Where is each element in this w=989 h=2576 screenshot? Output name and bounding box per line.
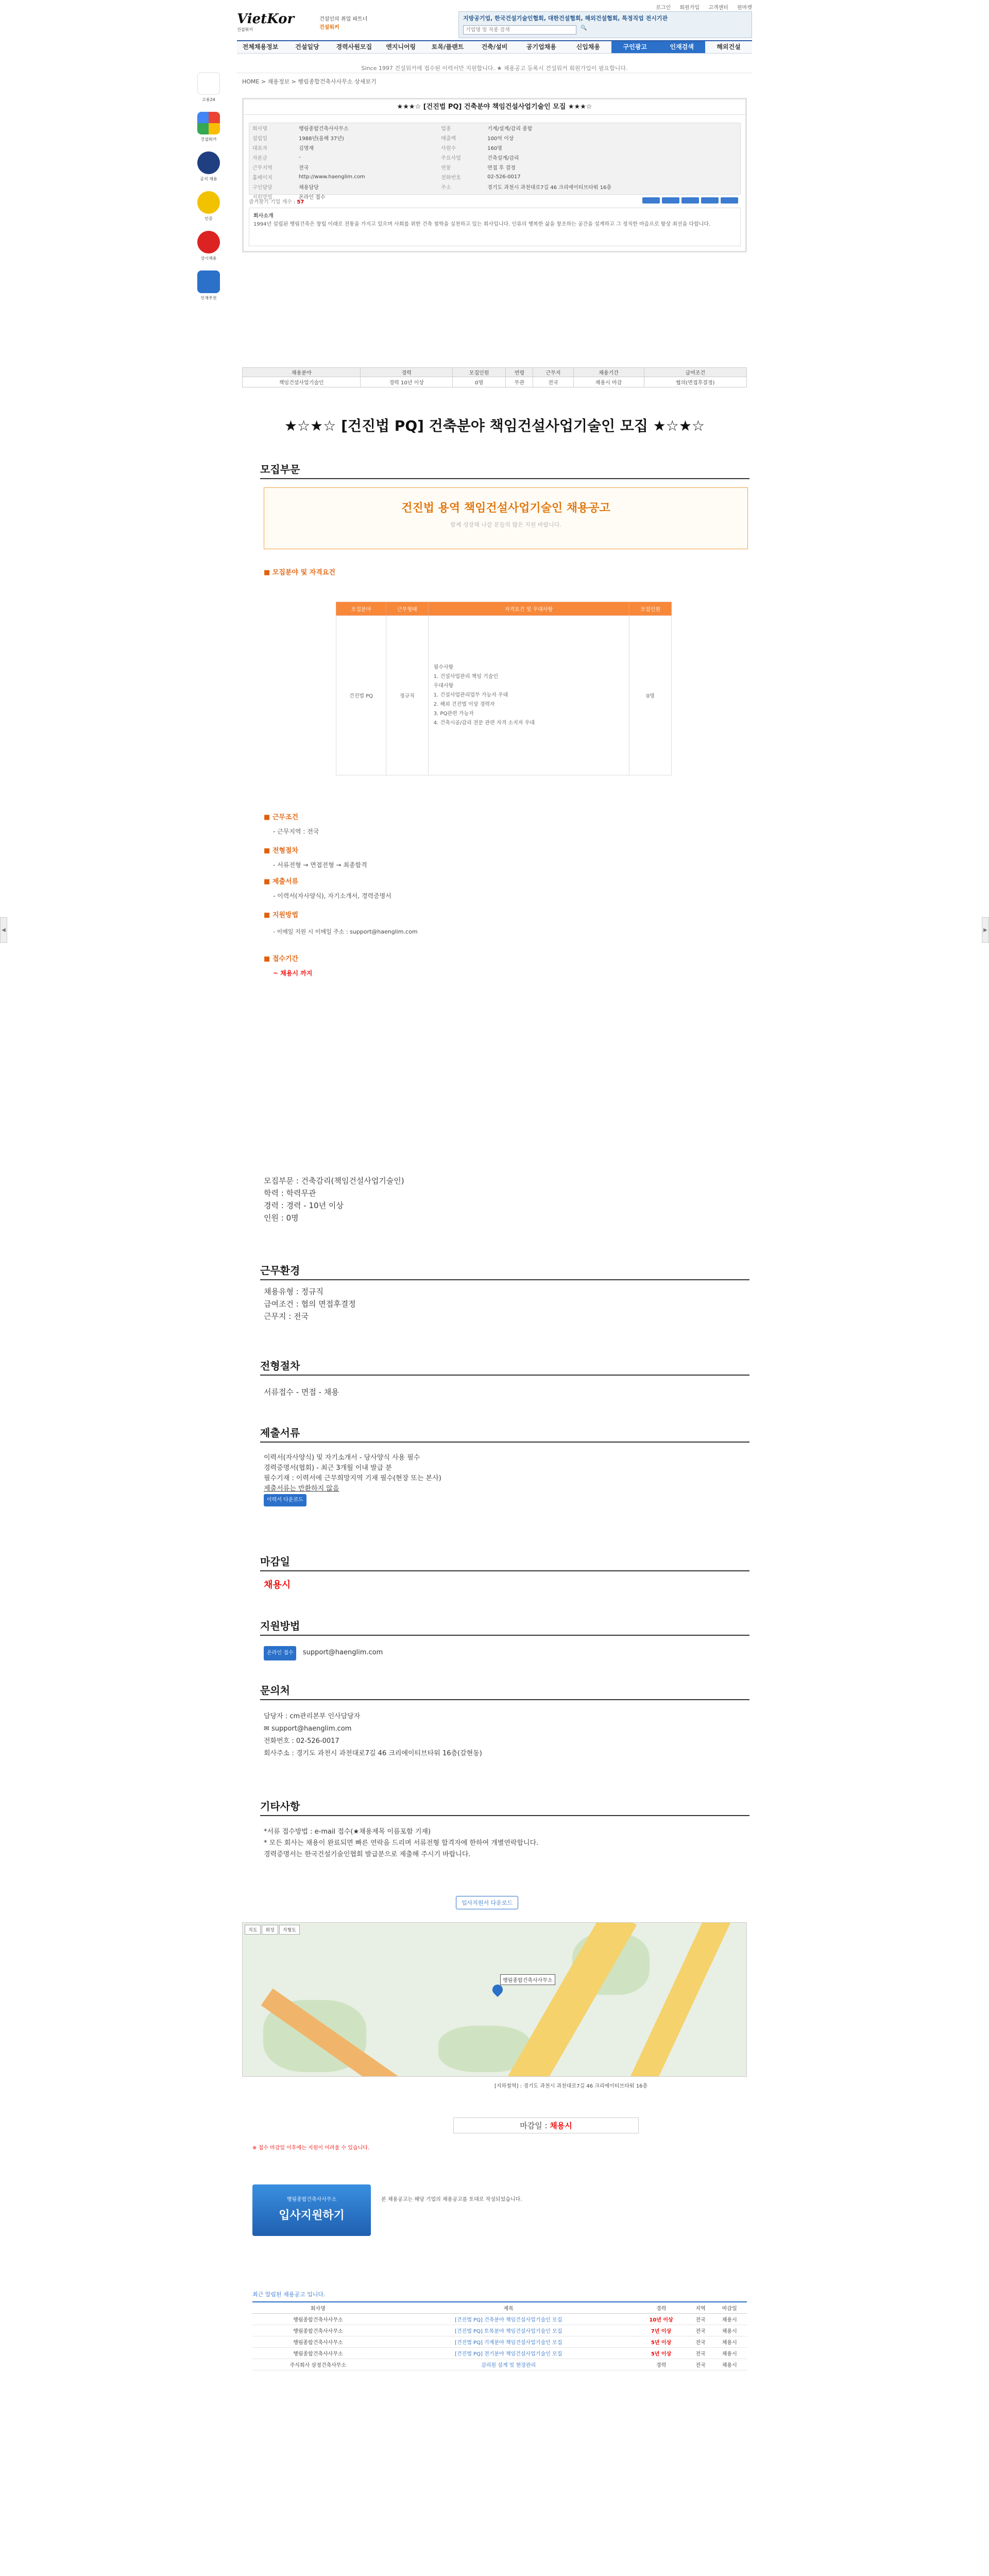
text: - 근무지역 : 전국 [273,828,319,835]
email-link[interactable]: support@haenglim.com [302,1649,383,1656]
table-row[interactable]: 행림종합건축사사무소 [건진법 PQ] 토목분야 책임건설사업기술인 모집 7년 이상 전국 채용시 [252,2325,747,2336]
section-heading: 마감일 [260,1553,749,1571]
map-tab[interactable]: 위성 [262,1925,278,1935]
requirements-cell: 필수사항 1. 건설사업관리 책임 기술인 우대사항 1. 건설사업관리업무 가능자 우대 2. 해외 건진법 이상 경력자 3. PQ관련 가능자 4. 건축시공/감리 전문 관련 자격 소지자 우대 [428,616,629,775]
apply-button[interactable]: 행림종합건축사사무소 입사지원하기 [252,2184,371,2236]
location-map[interactable] [242,1922,747,2077]
homepage-link[interactable]: http://www.haenglim.com [299,174,365,180]
text: - 서류전형 → 면접전형 → 최종합격 [273,861,367,869]
online-apply-button[interactable]: 온라인 접수 [264,1646,296,1660]
section-heading: 전형절차 [260,1358,749,1376]
nav-item[interactable]: 인재검색 [658,41,705,53]
top-links [649,3,752,11]
company-info-table: 회사명 행림종합건축사사무소 업종 기계/설계/감리 종합 설립일 1988년(올해 37년) 매출액 100억 이상 대표자 김영재 사원수 160명 자본금 - 주요사업 건축설계/감리 근무지역 전국 연봉 면접 후 결정 홈페이지 http://www.haenglim.com 전화번호 02-526-0017 구인담당 채용담당 주소 경기도 과천시 과천대로7길 46 크리에이티브타워 16층 지원방법 온라인 접수 [249,123,741,195]
map-tabs [245,1925,300,1935]
logo-text: VietKor [237,11,295,27]
nav-item[interactable]: 엔지니어링 [386,43,416,50]
search-box [458,11,752,38]
section-heading: 문의처 [260,1682,749,1700]
nav-item[interactable]: 신입채용 [576,43,600,50]
warning-text: ※ 접수 마감일 이후에는 지원이 어려울 수 있습니다. [252,2145,370,2151]
related-title: 최근 알림된 채용공고 입니다. [252,2291,326,2298]
section-heading: 모집부문 [260,461,749,479]
sub-heading: ■ 모집분야 및 자격요건 [264,569,335,577]
page-title: ★☆★☆ [건진법 PQ] 건축분야 책임건설사업기술인 모집 ★☆★☆ [284,417,705,434]
book-icon[interactable]: 인재추천 [183,270,234,301]
nav-item[interactable]: 건설일당 [295,43,319,50]
certified-badge[interactable]: 인증 [183,191,234,222]
slogan-brand: 건설워커 [319,25,339,30]
text: 서류접수 - 면접 - 채용 [264,1387,339,1397]
table-row: 책임건설사업기술인 경력 10년 이상 0명 무관 전국 채용시 마감 협의(면접후결정) [243,377,747,387]
notice-bar: Since 1997 건설워커에 접수된 이력서만 지원합니다. ★ 채용공고 등록시 건설워커 회원가입이 필요합니다. [237,64,752,73]
apply-line [264,1646,383,1660]
google-style-logo[interactable]: 건설워커 [183,112,234,142]
deadline-box: 마감일 : 채용시 [453,2117,639,2133]
section-heading: 기타사항 [260,1798,749,1816]
job-title: ★★★☆ [건진법 PQ] 건축분야 책임건설사업기술인 모집 ★★★☆ [244,99,745,115]
resume-form-button[interactable]: 입사지원서 다운로드 [456,1896,518,1909]
summary-lines: 모집부문 : 건축감리(책임건설사업기술인) 학력 : 학력무관 경력 : 경력 - 10년 이상 인원 : 0명 [264,1176,404,1223]
nav-item[interactable]: 건축/설비 [481,43,508,50]
favorite-count: 즐겨찾기 기업 개수 : 57 [249,199,304,205]
map-address: [지하철역] : 경기도 과천시 과천대로7길 46 크리에이티브타워 16층 [494,2083,648,2089]
apply-notice: 본 채용공고는 해당 기업의 채용공고를 토대로 작성되었습니다. [381,2197,522,2202]
company-intro: 회사소개 1994년 설립된 행림건축은 창립 이래로 전통을 가지고 있으며 사회를 위한 건축 철학을 실천하고 있는 회사입니다. 인류의 행복한 삶을 창조하는 공간을 설계하고 그 정직한 마음으로 항상 최선을 다합니다. [249,208,741,246]
table-row[interactable]: 행림종합건축사사무소 [건진법 PQ] 기계분야 책임건설사업기술인 모집 5년 이상 전국 채용시 [252,2336,747,2347]
deadline-text: ~ 채용시 까지 [273,970,313,977]
sub-heading: ■ 접수기간 [264,955,299,963]
breadcrumb: HOME > 채용정보 > 행림종합건축사사무소 상세보기 [242,78,377,85]
job-table: 모집분야 근무형태 자격요건 및 우대사항 모집인원 건진법 PQ 정규직 필수사항 1. 건설사업관리 책임 기술인 우대사항 1. 건설사업관리업무 가능자 우대 2. 해외 건진법 이상 경력자 3. PQ관련 가능자 4. 건축시공/감리 전문 관련 자격 소지자 우대 0명 [336,602,672,775]
help-link[interactable]: 고객센터 [708,5,728,11]
section-heading: 근무환경 [260,1262,749,1280]
apply-section [252,2179,747,2272]
sub-heading: ■ 제출서류 [264,878,299,886]
slogan-line: 건설인의 취업 파트너 [319,16,368,22]
email-link[interactable]: support@haenglim.com [271,1725,352,1733]
announcement-box [264,487,748,549]
announcement-sub: 함께 성장해 나갈 분들의 많은 지원 바랍니다. [450,521,561,528]
nav-item[interactable]: 토목/플랜트 [431,43,464,50]
search-input[interactable] [463,25,576,35]
map-label: 행림종합건축사사무소 [500,1974,555,1985]
company-info-box [242,98,747,252]
map-tab[interactable]: 지도 [245,1925,261,1935]
join-link[interactable]: 회원가입 [679,5,700,11]
sub-heading: ■ 근무조건 [264,814,299,821]
sub-heading: ■ 지원방법 [264,911,299,919]
left-banners [183,72,234,310]
table-row[interactable]: 행림종합건축사사무소 [건진법 PQ] 건축분야 책임건설사업기술인 모집 10년 이상 전국 채용시 [252,2313,747,2325]
email-link[interactable]: support@haenglim.com [350,928,418,935]
search-icon[interactable]: 🔍 [581,25,587,31]
nav-item[interactable]: 경력사원모집 [336,43,372,50]
announcement-title: 건진법 용역 책임건설사업기술인 채용공고 [401,502,610,515]
header-notice: 지방공기업, 한국건설기술인협회, 대한건설협회, 해외건설협회, 특정직업 전시기관 [463,15,668,22]
deadline-value: 채용시 [264,1580,291,1590]
nav-item[interactable]: 해외건설 [717,43,741,50]
table-row[interactable]: 주식회사 삼정건축사무소 감리원 설계 및 현장관리 경력 전국 채용시 [252,2359,747,2370]
doc-lines: 이력서(자사양식) 및 자기소개서 - 당사양식 사용 필수 경력증명서(협회) - 최근 3개월 이내 발급 분 필수기재 : 이력서에 근무희망지역 기재 필수(현장 또는 본사) 제출서류는 반환하지 않음 이력서 다운로드 [264,1453,441,1506]
right-arrow-icon[interactable]: ▶ [982,917,989,943]
seal-badge[interactable]: 공식 채용 [183,151,234,182]
market-link[interactable]: 원마켓 [737,5,752,11]
badge-row [642,197,738,204]
nav-item-active[interactable]: 구인광고 [611,41,658,53]
main-nav [237,40,752,54]
map-tab[interactable]: 지형도 [279,1925,300,1935]
work-lines: 채용유형 : 정규직 급여조건 : 협의 면접후결정 근무지 : 전국 [264,1287,356,1321]
nav-item[interactable]: 공기업채용 [526,43,556,50]
text: - 이력서(자사양식), 자기소개서, 경력증명서 [273,892,391,900]
gov-logo[interactable]: 고용24 [183,72,234,103]
login-link[interactable]: 로그인 [656,5,671,11]
summary-table: 채용분야 경력 모집인원 연령 근무지 채용기간 급여조건 책임건설사업기술인 경력 10년 이상 0명 무관 전국 채용시 마감 협의(면접후결정) [242,367,747,387]
table-row: 건진법 PQ 정규직 필수사항 1. 건설사업관리 책임 기술인 우대사항 1. 건설사업관리업무 가능자 우대 2. 해외 건진법 이상 경력자 3. PQ관련 가능자 4. 건축시공/감리 전문 관련 자격 소지자 우대 0명 [336,616,672,775]
section-heading: 제출서류 [260,1425,749,1443]
nav-item[interactable]: 전체채용정보 [242,43,279,50]
section-heading: 지원방법 [260,1618,749,1636]
etc-lines: *서류 접수방법 : e-mail 접수(★채용제목 이름포함 기재) * 모든 회사는 채용이 완료되면 빠른 연락을 드리며 서류전형 합격자에 한하여 개별연락합니다. 경력증명서는 한국건설기술인협회 발급분으로 제출해 주시기 바랍니다. [264,1828,539,1858]
contact-lines: 담당자 : cm관리본부 인사담당자 ✉ support@haenglim.com 전화번호 : 02-526-0017 회사주소 : 경기도 과천시 과천대로7길 46 크리에이티브타워 16층(갈현동) [264,1713,482,1757]
slogan [319,15,367,32]
resume-download-button[interactable]: 이력서 다운로드 [264,1494,306,1506]
site-logo[interactable] [237,11,314,37]
table-row[interactable]: 행림종합건축사사무소 [건진법 PQ] 전기분야 책임건설사업기술인 모집 5년 이상 전국 채용시 [252,2347,747,2359]
related-jobs: 최근 알림된 채용공고 입니다. 회사명 제목 경력 지역 마감일 행림종합건축사사무소 [건진법 PQ] 건축분야 책임건설사업기술인 모집 10년 이상 전국 채용시 행림종합건축사사무소 [건진법 PQ] 토목분야 책임건설사업기술인 모집 7년 이상 전국 채용시 행림종합건축사사무소 [건진법 PQ] 기계분야 책임건설사업기술인 모집 5년 이상 전국 채용시 행림종합건축사사무소 [건진법 PQ] 전기분야 책임건설사업기술인 모집 5년 이상 전국 채용시 주식회사 삼정건축사무소 감리원 설계 및 현장관리 경력 전국 채용시 [252,2290,747,2370]
sub-heading: ■ 전형절차 [264,847,299,855]
left-arrow-icon[interactable]: ◀ [0,917,7,943]
apple-icon[interactable]: 상시채용 [183,231,234,261]
logo-sub: 건설워커 [237,27,253,32]
text: - 이메일 지원 시 이메일 주소 : support@haenglim.com [273,928,418,935]
